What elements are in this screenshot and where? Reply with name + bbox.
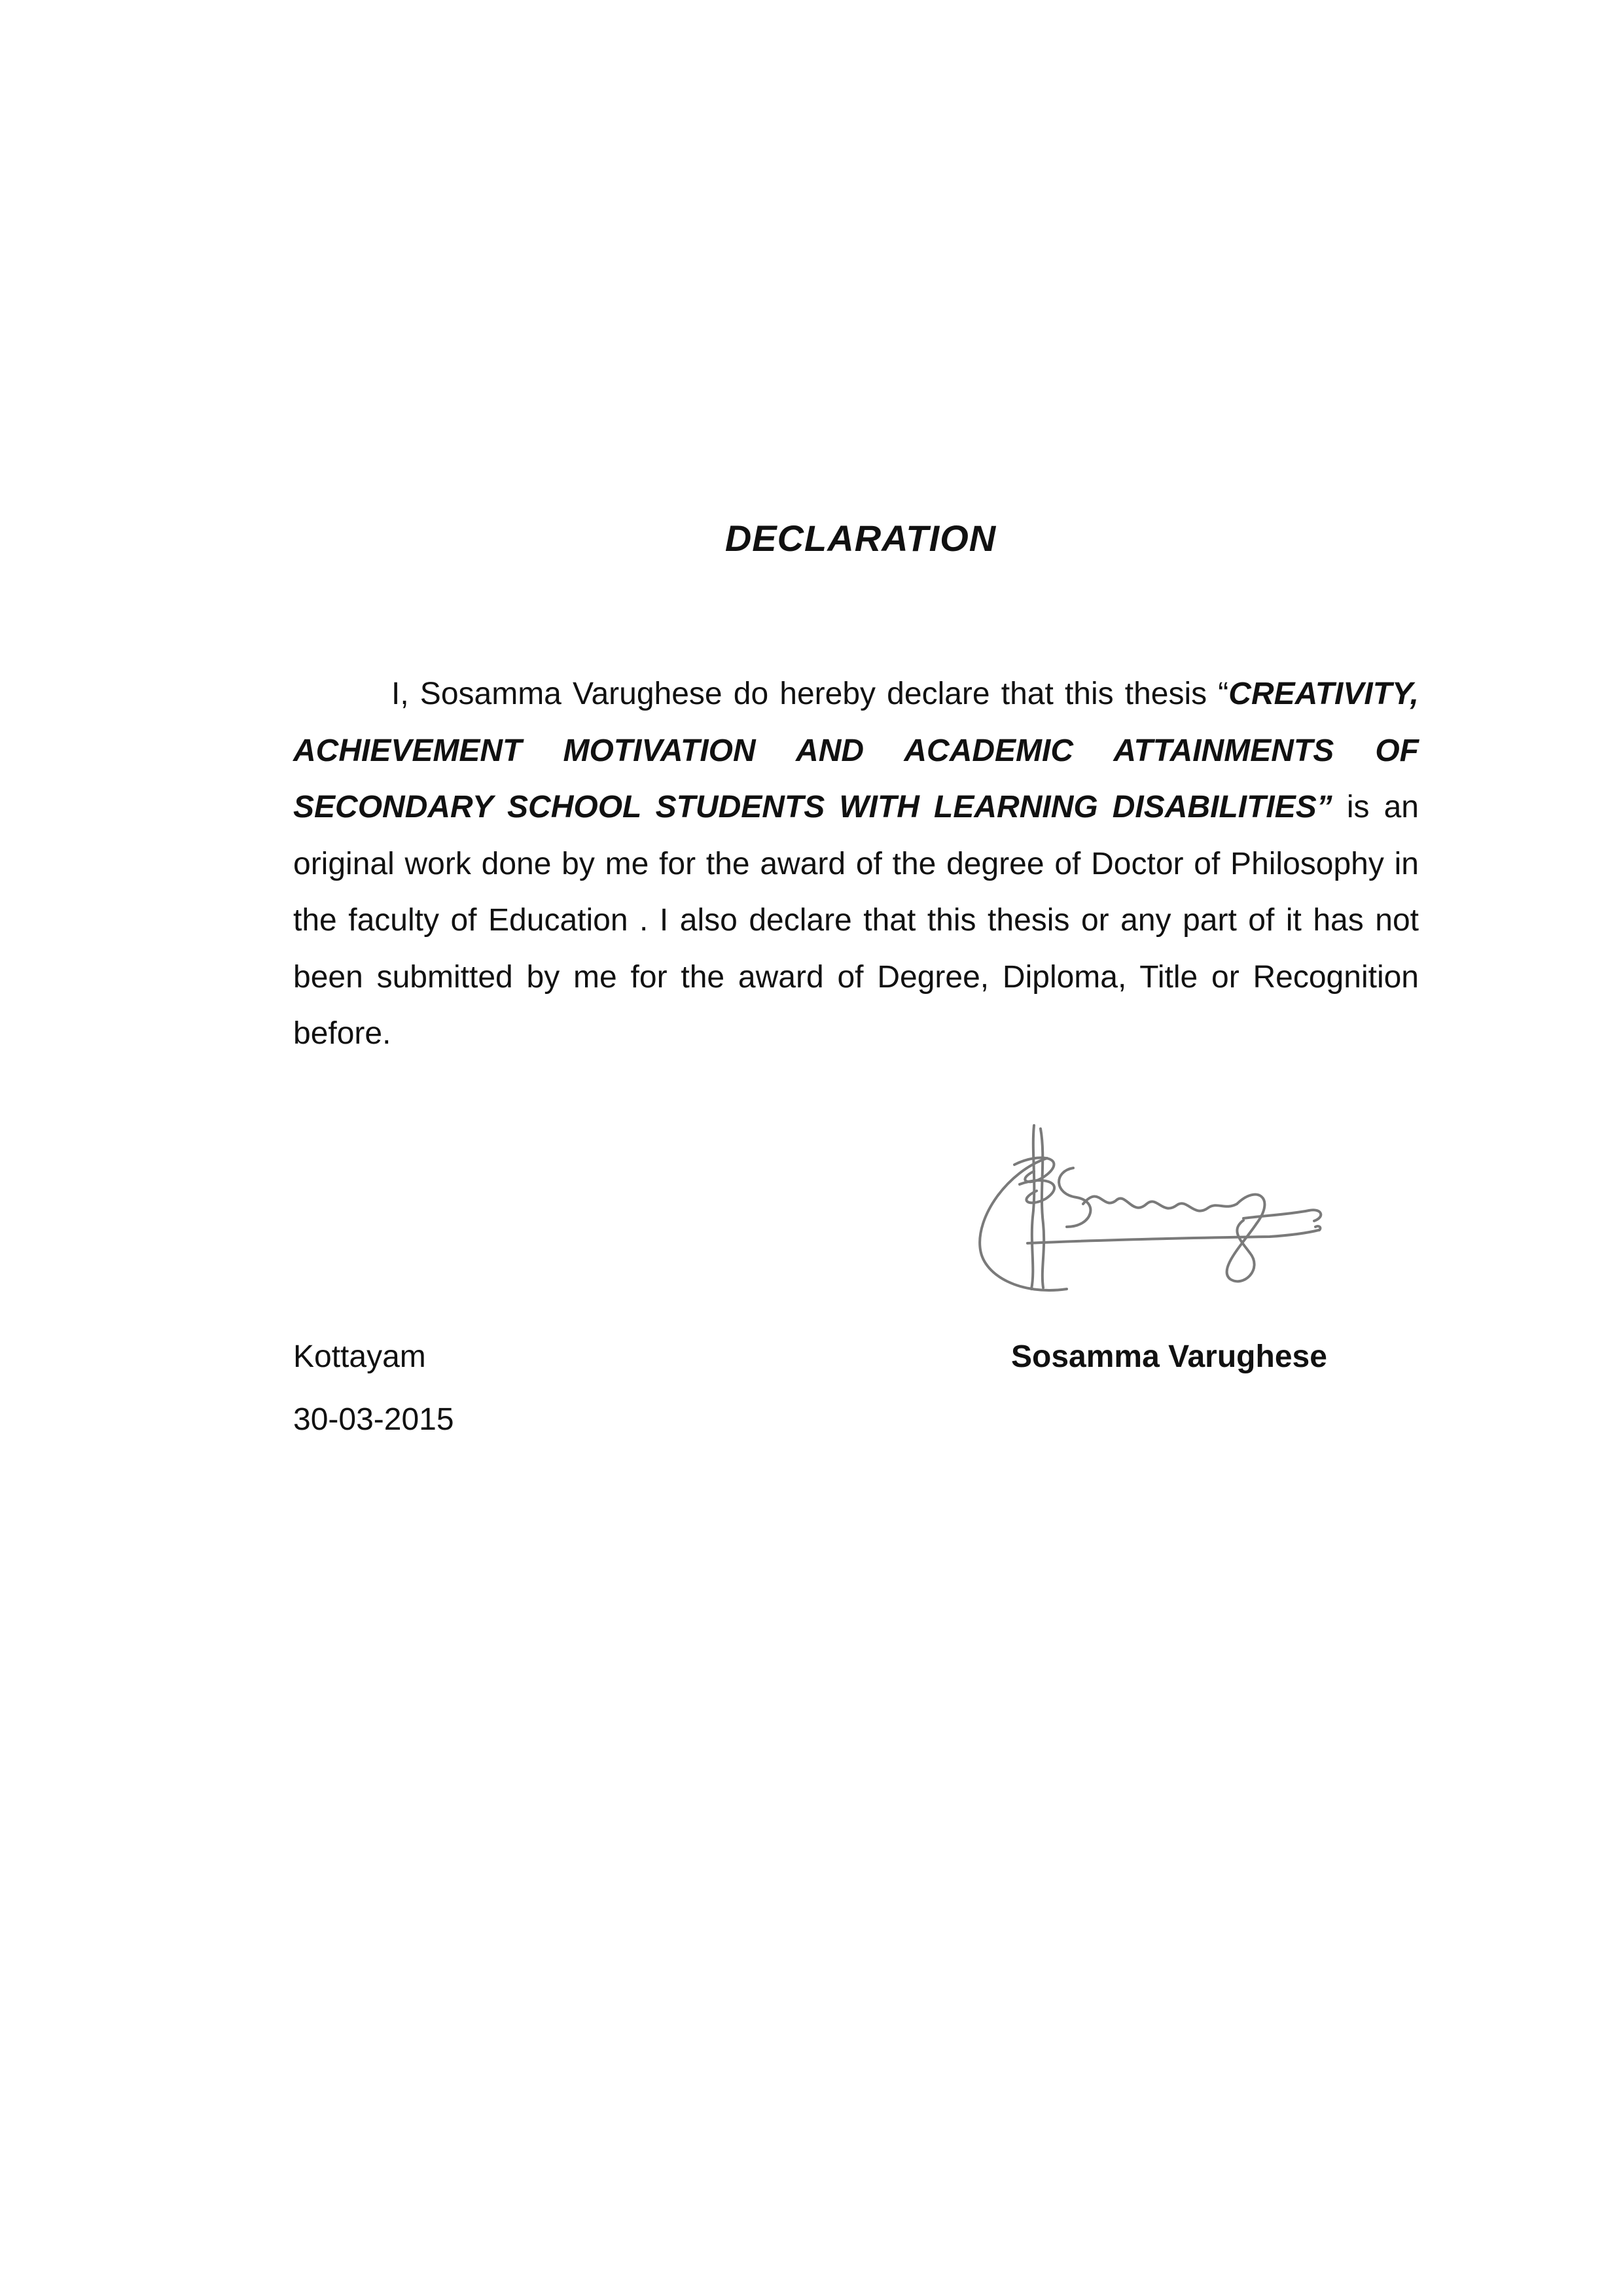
declaration-body bbox=[293, 666, 1419, 1063]
open-quote: “ bbox=[1218, 677, 1229, 711]
thesis-title: CREATIVITY, ACHIEVEMENT MOTIVATION AND ACADEMIC ATTAINMENTS OF SECONDARY SCHOOL STUDENTS WITH LEARNING DISABILITIES bbox=[293, 677, 1419, 824]
declaration-title: DECLARATION bbox=[724, 518, 997, 559]
signer-name: Sosamma Varughese bbox=[1011, 1339, 1327, 1374]
body-rest: is an original work done by me for the award of the degree of Doctor of Philosophy in the faculty of Education . I also declare that this thesis or any part of it has not been submitted by me for the award of Degree, Diploma, Title or Recognition before. bbox=[293, 790, 1419, 1051]
body-intro: I, Sosamma Varughese do hereby declare that this thesis bbox=[391, 677, 1219, 711]
close-quote: ” bbox=[1316, 790, 1332, 824]
date: 30-03-2015 bbox=[293, 1402, 454, 1437]
signature-icon bbox=[969, 1112, 1335, 1302]
place: Kottayam bbox=[293, 1339, 426, 1374]
